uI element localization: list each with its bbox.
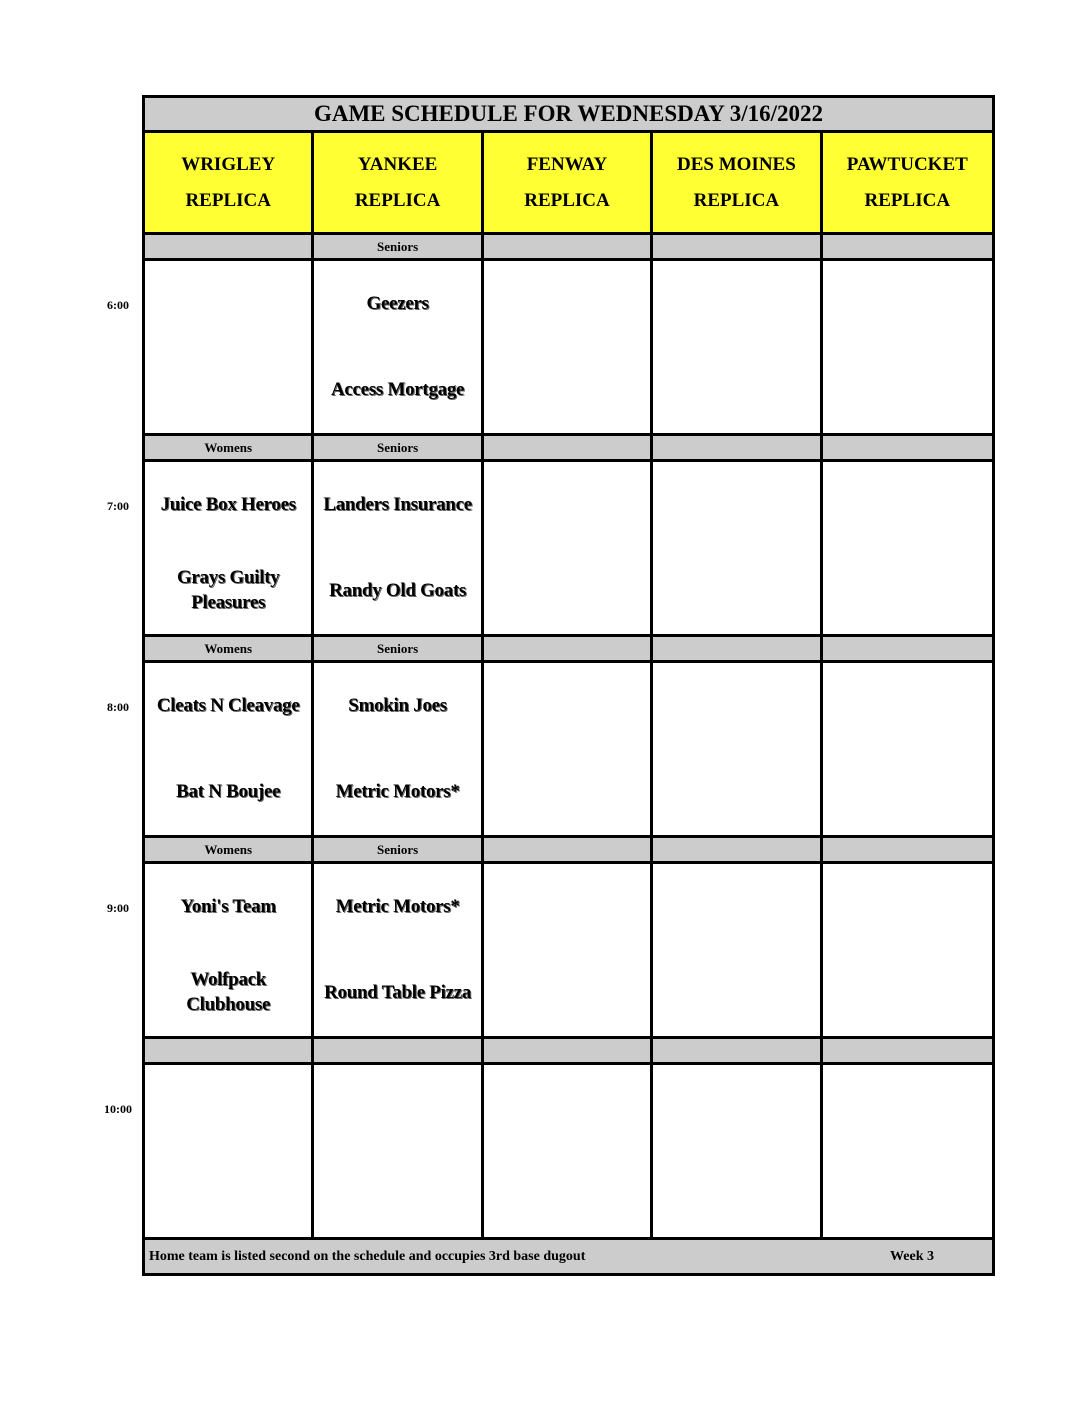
field-name: PAWTUCKET — [846, 153, 968, 175]
home-team: Grays Guilty Pleasures — [176, 567, 280, 613]
game-row — [145, 261, 992, 436]
game-cell — [653, 462, 822, 637]
division-label — [145, 235, 314, 261]
home-team — [653, 347, 819, 433]
home-team — [484, 749, 650, 835]
visiting-team — [484, 462, 650, 548]
week-label: Week 3 — [890, 1248, 934, 1264]
visiting-team: Smokin Joes — [348, 694, 447, 716]
field-header — [823, 133, 992, 235]
visiting-team — [484, 1065, 650, 1151]
game-cell — [145, 663, 314, 838]
division-label — [823, 637, 992, 663]
game-cell — [823, 1065, 992, 1240]
time-label: 8:00 — [107, 700, 129, 714]
home-team — [823, 548, 992, 634]
home-team: Round Table Pizza — [324, 981, 472, 1003]
division-label: Seniors — [314, 637, 483, 663]
game-cell — [484, 663, 653, 838]
division-label — [823, 235, 992, 261]
time-label: 6:00 — [107, 298, 129, 312]
visiting-team: Cleats N Cleavage — [156, 694, 300, 716]
division-label — [484, 1039, 653, 1065]
field-name: WRIGLEY — [181, 153, 276, 175]
field-subtitle: REPLICA — [693, 189, 780, 211]
game-cell — [653, 1065, 822, 1240]
time-slots — [145, 235, 992, 1240]
time-label: 7:00 — [107, 499, 129, 513]
time-label: 10:00 — [104, 1102, 132, 1116]
home-team — [653, 749, 819, 835]
home-team: Randy Old Goats — [329, 579, 467, 601]
division-row — [145, 436, 992, 462]
home-team — [823, 1151, 992, 1237]
division-label: Womens — [145, 436, 314, 462]
game-cell — [145, 1065, 314, 1240]
game-cell — [823, 261, 992, 436]
visiting-team — [823, 864, 992, 950]
field-header — [314, 133, 483, 235]
field-header — [653, 133, 822, 235]
game-cell — [484, 462, 653, 637]
division-label: Womens — [145, 637, 314, 663]
game-cell — [823, 462, 992, 637]
visiting-team — [653, 261, 819, 347]
game-cell — [653, 261, 822, 436]
division-label — [653, 838, 822, 864]
game-row — [145, 462, 992, 637]
home-team — [823, 950, 992, 1036]
visiting-team — [314, 1065, 480, 1151]
division-row — [145, 1039, 992, 1065]
game-row — [145, 663, 992, 838]
visiting-team: Geezers — [366, 292, 429, 314]
visiting-team — [484, 864, 650, 950]
game-cell — [314, 261, 483, 436]
visiting-team — [823, 1065, 992, 1151]
visiting-team — [823, 261, 992, 347]
game-cell — [314, 864, 483, 1039]
division-row — [145, 637, 992, 663]
home-team — [823, 347, 992, 433]
game-cell — [484, 864, 653, 1039]
game-cell — [314, 663, 483, 838]
home-team: Bat N Boujee — [176, 780, 281, 802]
visiting-team — [145, 261, 311, 347]
visiting-team — [653, 462, 819, 548]
visiting-team: Metric Motors* — [335, 895, 460, 917]
home-team: Access Mortgage — [331, 378, 465, 400]
division-label — [145, 1039, 314, 1065]
home-team — [484, 347, 650, 433]
division-label — [484, 436, 653, 462]
visiting-team — [653, 1065, 819, 1151]
game-cell — [484, 261, 653, 436]
schedule-table — [142, 95, 995, 1276]
division-label — [653, 1039, 822, 1065]
home-team: Metric Motors* — [335, 780, 460, 802]
division-label: Seniors — [314, 235, 483, 261]
division-label — [484, 637, 653, 663]
field-name: YANKEE — [357, 153, 438, 175]
division-label — [823, 1039, 992, 1065]
home-team — [653, 950, 819, 1036]
field-subtitle: REPLICA — [185, 189, 271, 211]
visiting-team: Yoni's Team — [180, 895, 276, 917]
field-header — [145, 133, 314, 235]
division-label — [823, 838, 992, 864]
division-label — [653, 436, 822, 462]
division-label: Seniors — [314, 436, 483, 462]
division-row — [145, 838, 992, 864]
division-label — [484, 235, 653, 261]
time-label: 9:00 — [107, 901, 129, 915]
home-team — [484, 1151, 650, 1237]
game-cell — [314, 1065, 483, 1240]
visiting-team — [484, 663, 650, 749]
visiting-team — [823, 663, 992, 749]
field-header-row — [145, 133, 992, 235]
field-name: FENWAY — [526, 153, 608, 175]
division-label: Womens — [145, 838, 314, 864]
visiting-team — [653, 864, 819, 950]
division-label — [484, 838, 653, 864]
home-team — [484, 548, 650, 634]
division-label — [823, 436, 992, 462]
field-subtitle: REPLICA — [354, 189, 441, 211]
game-cell — [653, 663, 822, 838]
game-cell — [823, 663, 992, 838]
visiting-team: Juice Box Heroes — [160, 493, 296, 515]
visiting-team — [145, 1065, 311, 1151]
home-team — [314, 1151, 480, 1237]
game-cell — [484, 1065, 653, 1240]
home-team — [145, 1151, 311, 1237]
home-team — [653, 1151, 819, 1237]
division-label — [653, 637, 822, 663]
game-row — [145, 864, 992, 1039]
field-name: DES MOINES — [677, 153, 796, 175]
home-team — [484, 950, 650, 1036]
division-row — [145, 235, 992, 261]
division-label — [653, 235, 822, 261]
home-team — [653, 548, 819, 634]
schedule-footer — [145, 1240, 992, 1273]
game-cell — [145, 864, 314, 1039]
footer-note: Home team is listed second on the schedule and occupies 3rd base dugout — [149, 1248, 586, 1264]
division-label: Seniors — [314, 838, 483, 864]
field-subtitle: REPLICA — [864, 189, 951, 211]
home-team — [145, 347, 311, 433]
visiting-team: Landers Insurance — [323, 493, 472, 515]
field-subtitle: REPLICA — [524, 189, 610, 211]
game-cell — [145, 261, 314, 436]
game-cell — [653, 864, 822, 1039]
field-header — [484, 133, 653, 235]
visiting-team — [653, 663, 819, 749]
visiting-team — [823, 462, 992, 548]
game-cell — [823, 864, 992, 1039]
game-cell — [145, 462, 314, 637]
visiting-team — [484, 261, 650, 347]
schedule-title: GAME SCHEDULE FOR WEDNESDAY 3/16/2022 — [145, 98, 992, 133]
home-team: Wolfpack Clubhouse — [186, 969, 271, 1015]
home-team — [823, 749, 992, 835]
division-label — [314, 1039, 483, 1065]
game-row — [145, 1065, 992, 1240]
game-cell — [314, 462, 483, 637]
